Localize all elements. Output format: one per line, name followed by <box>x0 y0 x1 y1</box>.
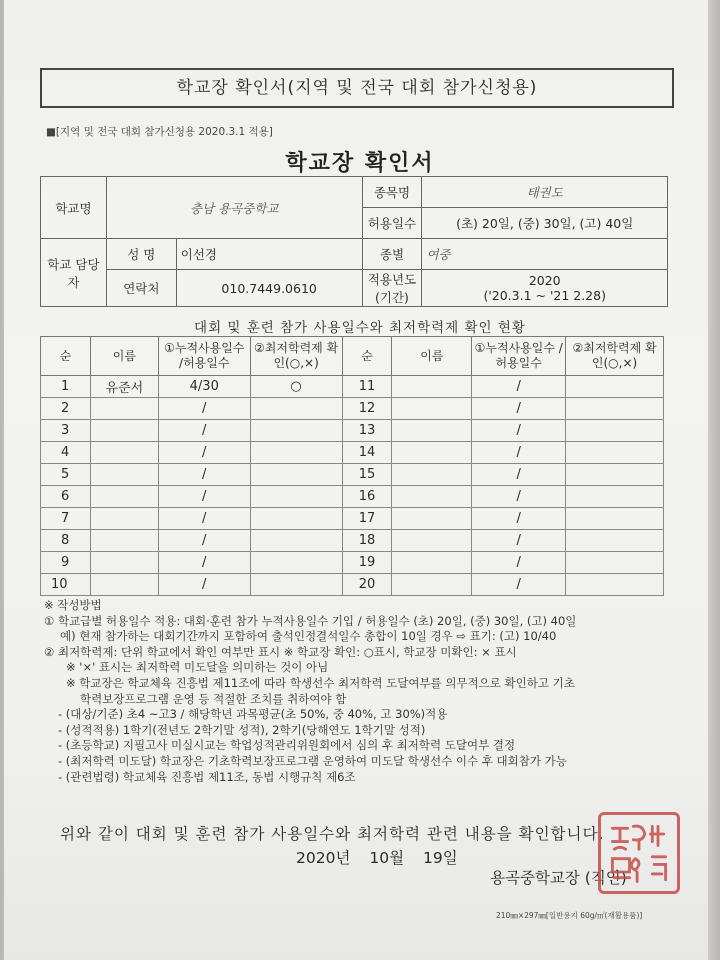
issue-year: 2020년 <box>296 849 351 867</box>
allowed-days-label: 허용일수 <box>362 208 422 239</box>
table-header-row <box>41 337 664 376</box>
academic-check <box>250 508 342 530</box>
note-line: ② 최저학력제: 단위 학교에서 확인 여부만 표시 ※ 학교장 확인: ○표시, 학교장 미확인: × 표시 <box>44 644 517 659</box>
row-number: 15 <box>342 464 392 486</box>
row-number: 6 <box>41 486 91 508</box>
used-days: / <box>472 464 566 486</box>
player-name <box>392 574 472 596</box>
issue-month: 10월 <box>369 849 405 867</box>
row-number: 10 <box>41 574 91 596</box>
school-name-value: 충남 용곡중학교 <box>106 177 362 239</box>
apply-period-value: ('20.3.1 ~ '21 2.28) <box>483 288 606 303</box>
row-number: 5 <box>41 464 91 486</box>
note-line: - (관련법령) 학교체육 진흥법 제11조, 동법 시행규칙 제6조 <box>58 769 356 784</box>
academic-check <box>566 464 664 486</box>
gender-value: 여중 <box>422 239 668 270</box>
note-line: 예) 현재 참가하는 대회기간까지 포함하여 출석인정결석일수 총합이 10일 경우 ⇨ 표기: (고) 10/40 <box>60 629 557 644</box>
row-number: 12 <box>342 398 392 420</box>
player-name <box>90 398 158 420</box>
used-days: / <box>472 552 566 574</box>
col-header-check: ②최저학력제 확인(○,×) <box>250 337 342 376</box>
row-number: 1 <box>41 376 91 398</box>
used-days: / <box>472 508 566 530</box>
academic-check <box>566 552 664 574</box>
used-days: / <box>158 552 250 574</box>
event-label: 종목명 <box>362 177 422 208</box>
document-title: 학교장 확인서 <box>285 151 435 176</box>
row-number: 4 <box>41 442 91 464</box>
used-days: / <box>158 486 250 508</box>
academic-check <box>566 398 664 420</box>
used-days: / <box>472 420 566 442</box>
seal-icon <box>601 815 677 891</box>
issue-day: 19일 <box>423 849 458 867</box>
row-number: 13 <box>342 420 392 442</box>
table-row <box>41 420 664 442</box>
player-name <box>90 552 158 574</box>
player-name <box>392 464 472 486</box>
col-header-no: 순 <box>41 337 91 376</box>
note-line: - (대상/기준) 초4 ~고3 / 해당학년 과목평균(초 50%, 중 40%, 고 30%)적용 <box>58 707 448 722</box>
used-days: / <box>158 464 250 486</box>
academic-check <box>566 486 664 508</box>
note-line: - (최저학력 미도달) 학교장은 기초학력보장프로그램 운영하여 미도달 학생선수 이수 후 대회참가 가능 <box>58 753 567 768</box>
school-name-label: 학교명 <box>41 177 107 239</box>
used-days: / <box>472 376 566 398</box>
used-days: / <box>472 486 566 508</box>
form-footer: 210㎜×297㎜[일반용지 60g/㎡(재활용품)] <box>496 911 643 920</box>
col-header-days: ①누적사용일수 /허용일수 <box>158 337 250 376</box>
principal-signature-line: 용곡중학교장 (직인) <box>490 869 627 887</box>
academic-check <box>250 530 342 552</box>
note-line: ※ 작성방법 <box>44 598 102 612</box>
row-number: 16 <box>342 486 392 508</box>
participation-table <box>40 336 664 596</box>
allowed-days-value: (초) 20일, (중) 30일, (고) 40일 <box>422 208 668 239</box>
academic-check <box>566 442 664 464</box>
issue-date <box>296 846 458 868</box>
player-name: 유준서 <box>90 376 158 398</box>
apply-year-label: 적용년도 (기간) <box>362 270 422 307</box>
col-header-name-2: 이름 <box>392 337 472 376</box>
academic-check <box>250 464 342 486</box>
player-name <box>392 552 472 574</box>
player-name <box>392 486 472 508</box>
player-name <box>90 420 158 442</box>
player-name <box>90 508 158 530</box>
row-number: 8 <box>41 530 91 552</box>
table-row <box>41 552 664 574</box>
table-row <box>41 398 664 420</box>
player-name <box>392 530 472 552</box>
note-line: ① 학교급별 허용일수 적용: 대회·훈련 참가 누적사용일수 기입 / 허용일수 (초) 20일, (중) 30일, (고) 40일 <box>44 613 577 628</box>
row-number: 9 <box>41 552 91 574</box>
table-row <box>41 486 664 508</box>
academic-check <box>250 398 342 420</box>
apply-year-cell <box>422 270 668 307</box>
apply-year-value: 2020 <box>528 273 561 288</box>
player-name <box>90 464 158 486</box>
document-header-box: 학교장 확인서(지역 및 전국 대회 참가신청용) <box>40 68 674 108</box>
player-name <box>90 574 158 596</box>
player-name <box>392 420 472 442</box>
contact-name-value: 이선경 <box>176 239 362 270</box>
table-row <box>41 376 664 398</box>
table-row <box>41 442 664 464</box>
col-header-check-2: ②최저학력제 확인(○,×) <box>566 337 664 376</box>
row-number: 11 <box>342 376 392 398</box>
table-row <box>41 530 664 552</box>
academic-check: ○ <box>250 376 342 398</box>
used-days: / <box>472 398 566 420</box>
confirmation-statement: 위와 같이 대회 및 훈련 참가 사용일수와 최저학력 관련 내용을 확인합니다. <box>60 825 605 843</box>
academic-check <box>250 442 342 464</box>
used-days: / <box>158 508 250 530</box>
note-line: ※ 학교장은 학교체육 진흥법 제11조에 따라 학생선수 최저학력 도달여부를 의무적으로 확인하고 기초 <box>66 675 575 690</box>
phone-value: 010.7449.0610 <box>176 270 362 307</box>
academic-check <box>250 420 342 442</box>
col-header-name: 이름 <box>90 337 158 376</box>
player-name <box>90 530 158 552</box>
row-number: 3 <box>41 420 91 442</box>
section-title: 대회 및 훈련 참가 사용일수와 최저학력제 확인 현황 <box>194 320 526 336</box>
player-name <box>392 442 472 464</box>
note-line: 학력보장프로그램 운영 등 적절한 조치를 취하여야 함 <box>80 691 347 706</box>
official-seal-stamp <box>598 812 680 894</box>
used-days: / <box>158 398 250 420</box>
note-line: - (초등학교) 지필고사 미실시교는 학업성적관리위원회에서 심의 후 최저학력 도달여부 결정 <box>58 738 516 753</box>
academic-check <box>566 574 664 596</box>
academic-check <box>566 420 664 442</box>
academic-check <box>250 552 342 574</box>
col-header-days-2: ①누적사용일수 /허용일수 <box>472 337 566 376</box>
academic-check <box>250 486 342 508</box>
form-version-note: ■[지역 및 전국 대회 참가신청용 2020.3.1 적용] <box>46 126 273 138</box>
row-number: 2 <box>41 398 91 420</box>
academic-check <box>566 376 664 398</box>
used-days: / <box>472 530 566 552</box>
player-name <box>392 398 472 420</box>
row-number: 7 <box>41 508 91 530</box>
row-number: 14 <box>342 442 392 464</box>
used-days: / <box>158 442 250 464</box>
academic-check <box>566 508 664 530</box>
player-name <box>90 442 158 464</box>
used-days: / <box>158 530 250 552</box>
row-number: 18 <box>342 530 392 552</box>
used-days: 4/30 <box>158 376 250 398</box>
player-name <box>392 508 472 530</box>
academic-check <box>250 574 342 596</box>
row-number: 20 <box>342 574 392 596</box>
player-name <box>90 486 158 508</box>
used-days: / <box>472 442 566 464</box>
row-number: 19 <box>342 552 392 574</box>
contact-label: 학교 담당자 <box>41 239 107 307</box>
table-row <box>41 508 664 530</box>
table-row <box>41 574 664 596</box>
used-days: / <box>158 574 250 596</box>
used-days: / <box>158 420 250 442</box>
academic-check <box>566 530 664 552</box>
note-line: ※ '×' 표시는 최저학력 미도달을 의미하는 것이 아님 <box>66 660 329 675</box>
col-header-no-2: 순 <box>342 337 392 376</box>
table-row <box>41 464 664 486</box>
contact-name-label: 성 명 <box>106 239 176 270</box>
row-number: 17 <box>342 508 392 530</box>
phone-label: 연락처 <box>106 270 176 307</box>
instructions-block <box>44 598 674 785</box>
note-line: - (성적적용) 1학기(전년도 2학기말 성적), 2학기(당해연도 1학기말 성적) <box>58 722 426 737</box>
school-info-table <box>40 176 668 307</box>
used-days: / <box>472 574 566 596</box>
player-name <box>392 376 472 398</box>
event-value: 태권도 <box>422 177 668 208</box>
gender-label: 종별 <box>362 239 422 270</box>
